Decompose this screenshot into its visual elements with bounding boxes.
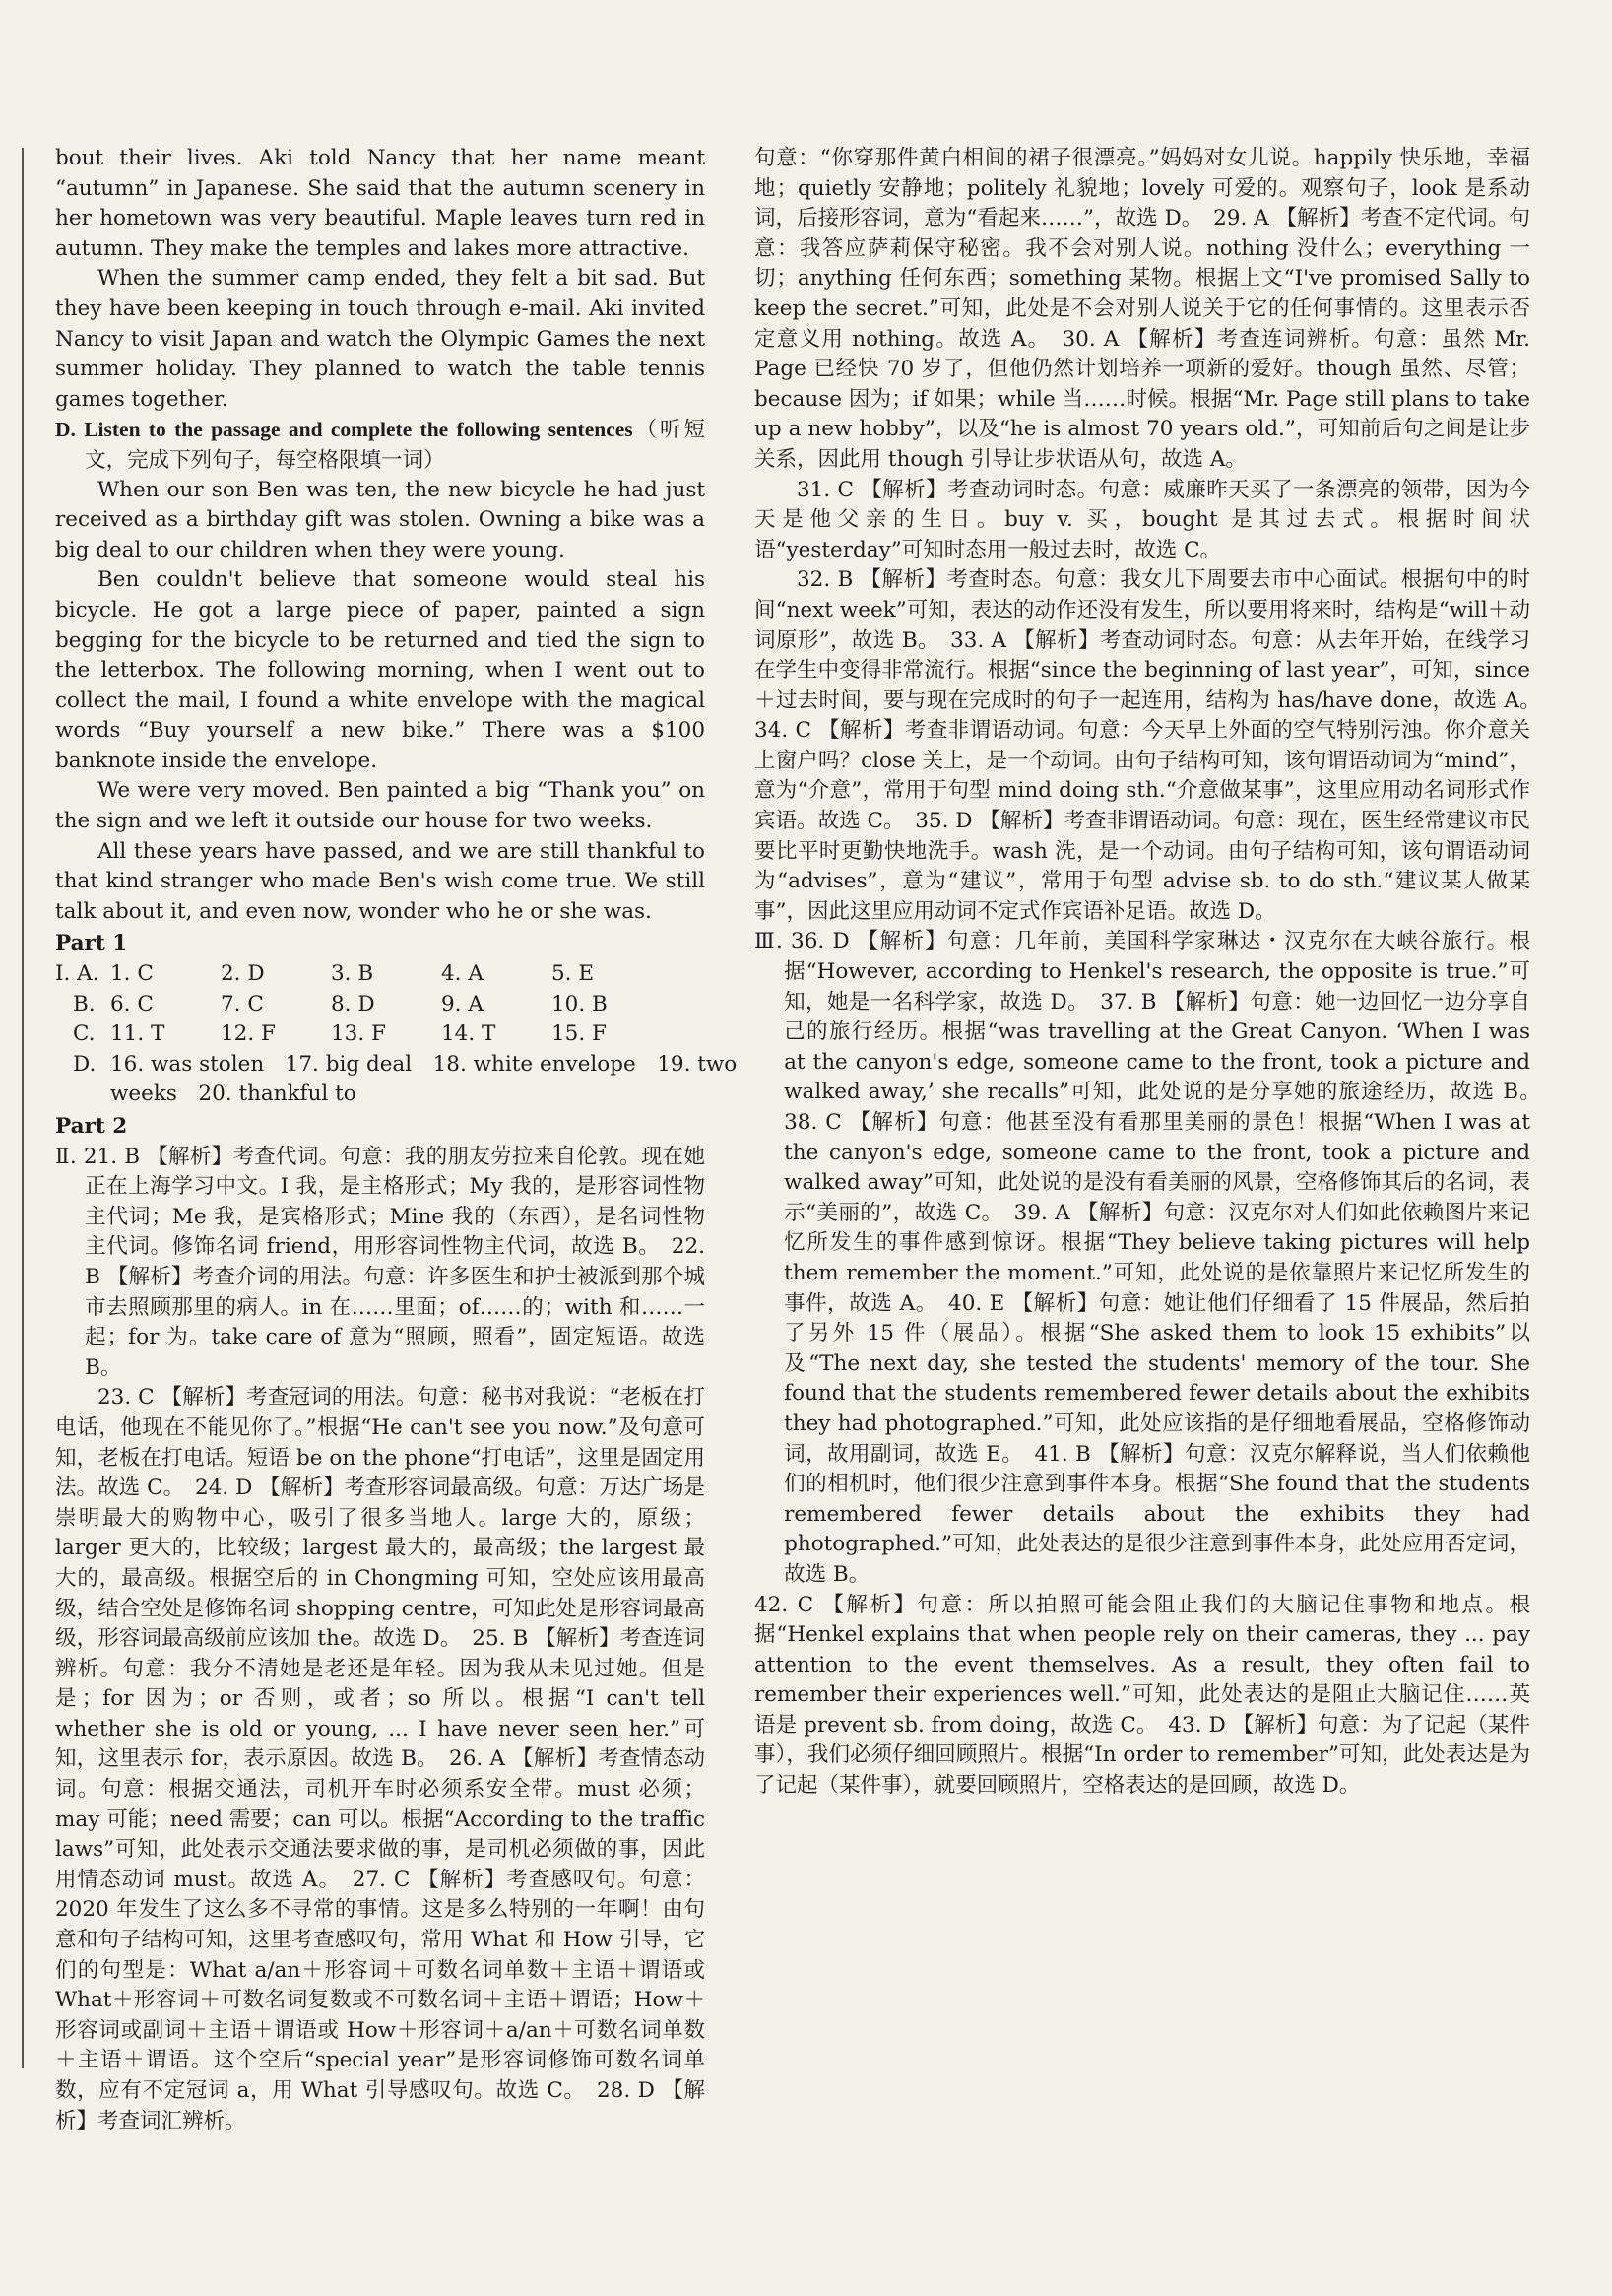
passage-c-paragraph-2: When the summer camp ended, they felt a bit sad. But they have been keeping in touch through e-mail. Aki invited Nancy to visit Japan and watch the Olympic Games the next summer holiday. They planned to watch the table tennis games together. <box>55 266 705 412</box>
part2-left-paragraph-2: 23. C 【解析】考查冠词的用法。句意：秘书对我说：“老板在打电话，他现在不能见你了。”根据“He can't see you now.”及句意可知，老板在打电话。短语 be on the phone“打电话”，这里是固定用法。故选 C。 24. D 【解析】考查形容词最高级。句意：万达广场是崇明最大的购物中心，吸引了很多当地人。large 大的，原级；larger 更大的，比较级；largest 最大的，最高级；the largest 最大的，最高级。根据空后的 in Chongming 可知，空处应该用最高级，结合空处是修饰名词 shopping centre，可知此处是形容词最高级，形容词最高级前应该加 the。故选 D。 25. B 【解析】考查连词辨析。句意：我分不清她是老还是年轻。因为我从未见过她。但是是；for 因为；or 否则，或者；so 所以。根据“I can't tell whether she is old or young, ... I have never seen her.”可知，这里表示 for，表示原因。故选 B。 26. A 【解析】考查情态动词。句意：根据交通法，司机开车时必须系安全带。must 必须；may 可能；need 需要；can 可以。根据“According to the traffic laws”可知，此处表示交通法要求做的事，是司机必须做的事，因此用情态动词 must。故选 A。 27. C 【解析】考查感叹句。句意：2020 年发生了这么多不寻常的事情。这是多么特别的一年啊！由句意和句子结构可知，这里考查感叹句，常用 What 和 How 引导，它们的句型是：What a/an＋形容词＋可数名词单数＋主语＋谓语或 What＋形容词＋可数名词复数或不可数名词＋主语＋谓语；How＋形容词或副词＋主语＋谓语或 How＋形容词＋a/an＋可数名词单数＋主语＋谓语。这个空后“special year”是形容词修饰可数名词单数，应有不定冠词 a，用 What 引导感叹句。故选 C。 28. D 【解析】考查词汇辨析。 <box>55 1385 705 2133</box>
part2-right-paragraph-2: 31. C 【解析】考查动词时态。句意：威廉昨天买了一条漂亮的领带，因为今天是他父亲的生日。buy v. 买，bought 是其过去式。根据时间状语“yesterday”可知时态用一般过去时，故选 C。 <box>754 477 1530 562</box>
section-d-paragraph-4: All these years have passed, and we are still thankful to that kind stranger who made Ben's wish come true. We still talk about it, and even now, wonder who he or she was. <box>55 838 705 924</box>
answer-row-label: C. <box>73 1021 96 1047</box>
answer-d-line-1: 16. was stolen 17. big deal 18. white envelope 19. two <box>110 1051 738 1077</box>
answer-item: 15. F <box>551 1021 607 1047</box>
answer-item: 14. T <box>441 1021 496 1047</box>
section-d-note: （听短文，完成下列句子，每空格限填一词） <box>85 418 705 472</box>
part1-label: Part 1 <box>55 931 128 956</box>
answer-row-label: B. <box>73 991 96 1017</box>
answer-item: 12. F <box>221 1021 276 1047</box>
section-d-paragraph-1: When our son Ben was ten, the new bicycle he had just received as a birthday gift was stolen. Owning a bike was a big deal to our children when they were young. <box>55 477 705 562</box>
answer-item: 5. E <box>551 961 595 987</box>
part1-answers <box>55 959 738 1110</box>
answer-item: 1. C <box>110 961 154 987</box>
section-d-paragraph-2: Ben couldn't believe that someone would steal his bicycle. He got a large piece of paper, painted a sign begging for the bicycle to be returned and tied the sign to the letterbox. The following morning, when I went out to collect the mail, I found a white envelope with the magical words “Buy yourself a new bike.” There was a $100 banknote inside the envelope. <box>55 567 705 773</box>
passage-c-paragraph-1: bout their lives. Aki told Nancy that her name meant “autumn” in Japanese. She said that the autumn scenery in her hometown was very beautiful. Maple leaves turn red in autumn. They make the temples and lakes more attractive. <box>55 146 705 261</box>
part2-right-paragraph-5: 42. C 【解析】句意：所以拍照可能会阻止我们的大脑记住事物和地点。根据“Henkel explains that when people rely on their cameras, they ... pay attention to the event themselves. As a result, they often fail to remember their experiences well.”可知，此处表达的是阻止大脑记住……英语是 prevent sb. from doing，故选 C。 43. D 【解析】句意：为了记起（某件事），我们必须仔细回顾照片。根据“In order to remember”可知，此处表达是为了记起（某件事），就要回顾照片，空格表达的是回顾，故选 D。 <box>754 1592 1530 1799</box>
right-column <box>754 144 1552 1802</box>
answer-row-label: Ⅰ. A. <box>55 961 99 987</box>
answer-row-c <box>55 1019 705 1050</box>
left-margin-rule <box>22 148 24 2068</box>
answer-item: 2. D <box>221 961 265 987</box>
part2-label: Part 2 <box>55 1114 128 1139</box>
answer-d-line-2: weeks 20. thankful to <box>110 1082 356 1107</box>
section-d-paragraph-3: We were very moved. Ben painted a big “Thank you” on the sign and we left it outside our house for two weeks. <box>55 778 705 834</box>
part2-right-paragraph-3: 32. B 【解析】考查时态。句意：我女儿下周要去市中心面试。根据句中的时间“next week”可知，表达的动作还没有发生，所以要用将来时，结构是“will＋动词原形”，故选 B。 33. A 【解析】考查动词时态。句意：从去年开始，在线学习在学生中变得非常流行。根据“since the beginning of last year”，可知，since＋过去时间，要与现在完成时的句子一起连用，结构为 has/have done，故选 A。 34. C 【解析】考查非谓语动词。句意：今天早上外面的空气特别污浊。你介意关上窗户吗？close 关上，是一个动词。由句子结构可知，该句谓语动词为“mind”，意为“介意”，常用于句型 mind doing sth.“介意做某事”，这里应用动名词形式作宾语。故选 C。 35. D 【解析】考查非谓语动词。句意：现在，医生经常建议市民要比平时更勤快地洗手。wash 洗，是一个动词。由句子结构可知，该句谓语动词为“advises”，意为“建议”，常用于句型 advise sb. to do sth.“建议某人做某事”，因此这里应用动词不定式作宾语补足语。故选 D。 <box>754 567 1552 924</box>
answer-item: 7. C <box>221 991 264 1017</box>
part2-left-paragraph-1: Ⅱ. 21. B 【解析】考查代词。句意：我的朋友劳拉来自伦敦。现在她正在上海学习中文。I 我，是主格形式；My 我的，是形容词性物主代词；Me 我，是宾格形式；Mine 我的（东西），是名词性物主代词。修饰名词 friend，用形容词性物主代词，故选 B。 22. B 【解析】考查介词的用法。句意：许多医生和护士被派到那个城市去照顾那里的病人。in 在……里面；of……的；with 和……一起；for 为。take care of 意为“照顾，照看”，固定短语。故选 B。 <box>55 1144 705 1380</box>
answer-item: 6. C <box>110 991 154 1017</box>
answer-row-spacer <box>55 1080 110 1110</box>
answer-item: 11. T <box>110 1021 165 1047</box>
answer-item: 13. F <box>331 1021 386 1047</box>
answer-row-b <box>55 990 705 1020</box>
answer-item: 4. A <box>441 961 484 987</box>
answer-item: 9. A <box>441 991 484 1017</box>
section-d-title: D. Listen to the passage and complete the following sentences <box>55 418 633 442</box>
part2-right-paragraph-1: 句意：“你穿那件黄白相间的裙子很漂亮。”妈妈对女儿说。happily 快乐地，幸福地；quietly 安静地；politely 礼貌地；lovely 可爱的。观察句子，look 是系动词，后接形容词，意为“看起来……”，故选 D。 29. A 【解析】考查不定代词。句意：我答应萨莉保守秘密。我不会对别人说。nothing 没什么；everything 一切；anything 任何东西；something 某物。根据上文“I've promised Sally to keep the secret.”可知，此处是不会对别人说关于它的任何事情的。这里表示否定意义用 nothing。故选 A。 30. A 【解析】考查连词辨析。句意：虽然 Mr. Page 已经快 70 岁了，但他仍然计划培养一项新的爱好。though 虽然、尽管；because 因为；if 如果；while 当……时候。根据“Mr. Page still plans to take up a new hobby”，以及“he is almost 70 years old.”，可知前后句之间是让步关系，因此用 though 引导让步状语从句，故选 A。 <box>754 146 1530 472</box>
answer-row-a <box>55 959 705 990</box>
left-column <box>55 144 738 2136</box>
answer-row-d <box>55 1050 738 1081</box>
section-d-heading <box>55 415 705 475</box>
answer-item: 8. D <box>331 991 375 1017</box>
answer-row-label: D. <box>73 1051 97 1077</box>
part2-right-paragraph-4: Ⅲ. 36. D 【解析】句意：几年前，美国科学家琳达・汉克尔在大峡谷旅行。根据“However, according to Henkel's research, the opposite is true.”可知，她是一名科学家，故选 D。 37. B 【解析】句意：她一边回忆一边分享自己的旅行经历。根据“was travelling at the Great Canyon. ‘When I was at the canyon's edge, someone came to the front, took a picture and walked away,’ she recalls”可知，此处说的是分享她的旅途经历，故选 B。 38. C 【解析】句意：他甚至没有看那里美丽的景色！根据“When I was at the canyon's edge, someone came to the front, took a picture and walked away”可知，此处说的是没有看美丽的风景，空格修饰其后的名词，表示“美丽的”，故选 C。 39. A 【解析】句意：汉克尔对人们如此依赖图片来记忆所发生的事件感到惊讶。根据“They believe taking pictures will help them remember the moment.”可知，此处说的是依靠照片来记忆所发生的事件，故选 A。 40. E 【解析】句意：她让他们仔细看了 15 件展品，然后拍了另外 15 件（展品）。根据“She asked them to look 15 exhibits”以及“The next day, she tested the students' memory of the tour. She found that the students remembered fewer details about the exhibits they had photographed.”可知，此处应该指的是仔细地看展品，空格修饰动词，故用副词，故选 E。 41. B 【解析】句意：汉克尔解释说，当人们依赖他们的相机时，他们很少注意到事件本身。根据“She found that the students remembered fewer details about the exhibits they had photographed.”可知，此处表达的是很少注意到事件本身，此处应用否定词，故选 B。 <box>754 929 1552 1587</box>
answer-item: 3. B <box>331 961 374 987</box>
answer-row-d-cont <box>55 1080 705 1110</box>
answer-item: 10. B <box>551 991 608 1017</box>
